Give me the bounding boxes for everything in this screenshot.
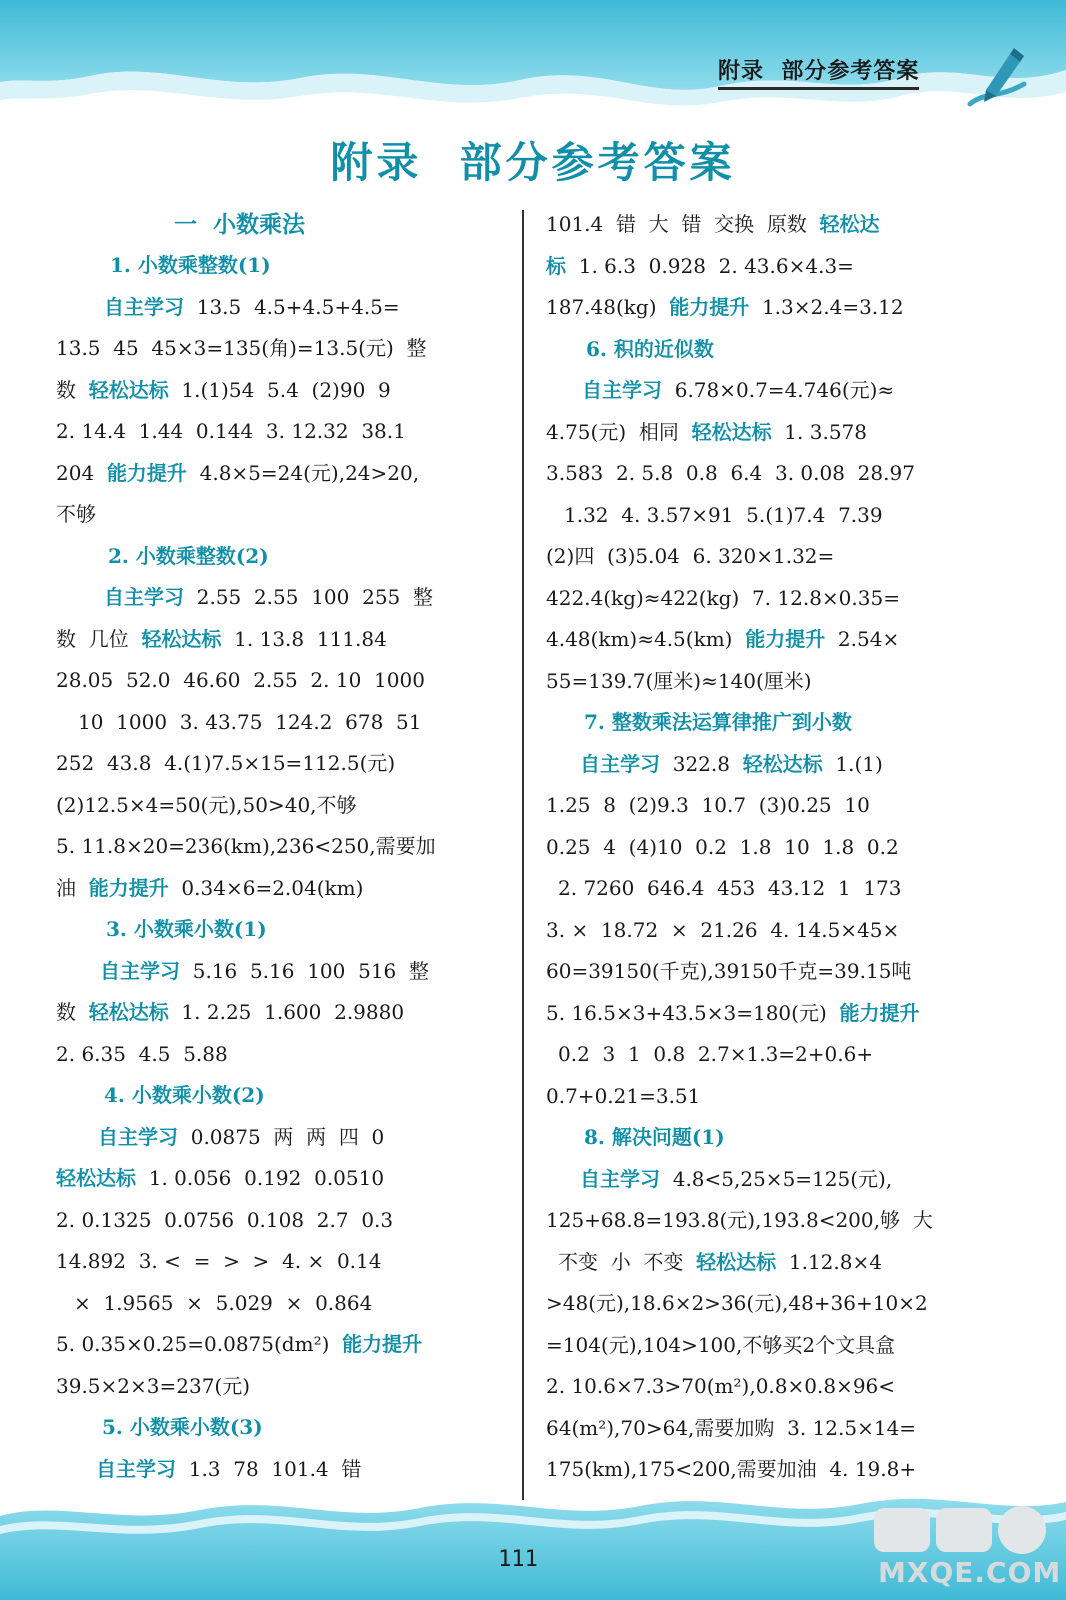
answer-text: 1.25 8 (2)9.3 10.7 (3)0.25 10 bbox=[546, 793, 870, 817]
section-heading: 3. 小数乘小数(1) bbox=[106, 917, 267, 941]
answer-line bbox=[546, 661, 986, 703]
answer-line bbox=[546, 785, 986, 827]
answer-line bbox=[56, 951, 496, 993]
answer-line bbox=[546, 1034, 986, 1076]
answer-text: 0.0875 两 两 四 0 bbox=[178, 1124, 385, 1149]
answer-line bbox=[546, 453, 986, 495]
answer-line bbox=[546, 495, 986, 537]
answer-text: 不变 小 不变 bbox=[558, 1249, 697, 1274]
keyword-label: 轻松达标 bbox=[141, 626, 222, 651]
answer-line bbox=[546, 536, 986, 578]
answer-line bbox=[546, 1076, 986, 1118]
answer-text: 1.(1) bbox=[822, 751, 883, 776]
answer-text: 5. 16.5×3+43.5×3=180(元) bbox=[546, 1000, 840, 1025]
answer-text: 数 bbox=[56, 1000, 89, 1024]
answer-line bbox=[546, 287, 986, 329]
answer-text: 2. 10.6×7.3>70(m²),0.8×0.8×96< bbox=[546, 1374, 896, 1398]
answer-text: 2.54× bbox=[825, 627, 900, 651]
answer-text: 2. 7260 646.4 453 43.12 1 173 bbox=[558, 876, 902, 900]
keyword-label: 自主学习 bbox=[98, 1124, 178, 1149]
answer-text: 14.892 3. < = > > 4. × 0.14 bbox=[56, 1249, 382, 1273]
answer-text: 252 43.8 4.(1)7.5×15=112.5(元) bbox=[56, 751, 396, 775]
answer-line bbox=[546, 1325, 986, 1367]
keyword-label: 标 bbox=[546, 253, 566, 278]
answer-text: 4.8<5,25×5=125(元), bbox=[660, 1166, 893, 1191]
answer-text: 0.25 4 (4)10 0.2 1.8 10 1.8 0.2 bbox=[546, 834, 899, 859]
answer-line bbox=[56, 577, 496, 619]
answer-line bbox=[56, 1449, 496, 1491]
answer-line bbox=[56, 1117, 496, 1159]
answer-text: 2. 14.4 1.44 0.144 3. 12.32 38.1 bbox=[56, 419, 406, 443]
answer-text: 5. 11.8×20=236(km),236<250,需要加 bbox=[56, 834, 436, 858]
keyword-label: 轻松达标 bbox=[691, 419, 772, 444]
keyword-label: 自主学习 bbox=[582, 378, 662, 402]
chapter-heading: 一 小数乘法 bbox=[174, 211, 306, 238]
answer-text: 204 bbox=[56, 460, 107, 485]
answer-line bbox=[546, 1366, 986, 1408]
keyword-label: 轻松达标 bbox=[88, 377, 169, 402]
answer-text: 数 bbox=[56, 377, 89, 402]
answer-text: (2)12.5×4=50(元),50>40,不够 bbox=[56, 792, 357, 817]
answer-text: 1.(1)54 5.4 (2)90 9 bbox=[168, 377, 391, 402]
answer-line bbox=[546, 412, 986, 454]
answer-text: 不够 bbox=[56, 502, 96, 526]
answer-text: 3.583 2. 5.8 0.8 6.4 3. 0.08 28.97 bbox=[546, 461, 915, 485]
keyword-label: 能力提升 bbox=[745, 627, 826, 651]
answer-text: 4.48(km)≈4.5(km) bbox=[546, 627, 746, 651]
answer-text: 1. 0.056 0.192 0.0510 bbox=[136, 1166, 385, 1190]
answer-text: 2.55 2.55 100 255 整 bbox=[184, 585, 433, 609]
answer-line bbox=[56, 1034, 496, 1076]
answer-text: 39.5×2×3=237(元) bbox=[56, 1373, 251, 1398]
answer-line bbox=[56, 785, 496, 827]
answer-text: 4.8×5=24(元),24>20, bbox=[186, 460, 420, 485]
answer-line bbox=[546, 1200, 986, 1242]
section-heading: 4. 小数乘小数(2) bbox=[104, 1083, 265, 1107]
keyword-label: 轻松达标 bbox=[56, 1166, 136, 1190]
answer-line bbox=[56, 992, 496, 1034]
answer-line bbox=[56, 1324, 496, 1366]
keyword-label: 能力提升 bbox=[342, 1332, 423, 1356]
answer-line bbox=[546, 1242, 986, 1284]
answer-line bbox=[56, 1158, 496, 1200]
section-heading: 6. 积的近似数 bbox=[586, 336, 714, 361]
answer-line bbox=[56, 287, 496, 329]
answer-text: 60=39150(千克),39150千克=39.15吨 bbox=[546, 959, 912, 983]
watermark-text: MXQE.COM bbox=[878, 1556, 1062, 1589]
answer-line bbox=[546, 827, 986, 869]
answer-text: 1.12.8×4 bbox=[776, 1249, 882, 1274]
answer-line bbox=[56, 1241, 496, 1283]
answer-line bbox=[56, 826, 496, 868]
keyword-label: 轻松达标 bbox=[696, 1249, 777, 1274]
answer-text: (2)四 (3)5.04 6. 320×1.32= bbox=[546, 544, 835, 568]
answer-line bbox=[56, 743, 496, 785]
answer-text: 4.75(元) 相同 bbox=[546, 419, 692, 444]
keyword-label: 自主学习 bbox=[580, 751, 660, 776]
answer-text: 322.8 bbox=[660, 751, 743, 776]
keyword-label: 能力提升 bbox=[88, 875, 169, 900]
answer-text: 13.5 4.5+4.5+4.5= bbox=[184, 294, 400, 319]
answer-line bbox=[56, 1283, 496, 1325]
answer-line bbox=[546, 370, 986, 412]
keyword-label: 自主学习 bbox=[104, 585, 184, 609]
answer-text: 6.78×0.7=4.746(元)≈ bbox=[662, 378, 895, 402]
pen-icon bbox=[966, 44, 1030, 112]
answer-text: 175(km),175<200,需要加油 4. 19.8+ bbox=[546, 1457, 917, 1481]
answer-text: 187.48(kg) bbox=[546, 295, 670, 319]
answer-line bbox=[546, 619, 986, 661]
answer-text: 5. 0.35×0.25=0.0875(dm²) bbox=[56, 1332, 343, 1356]
answer-text: 1.3 78 101.4 错 bbox=[176, 1456, 362, 1481]
answer-text: =104(元),104>100,不够买2个文具盒 bbox=[546, 1332, 896, 1357]
answer-text: 0.2 3 1 0.8 2.7×1.3=2+0.6+ bbox=[558, 1042, 874, 1066]
answer-text: 0.7+0.21=3.51 bbox=[546, 1083, 701, 1108]
section-heading: 8. 解决问题(1) bbox=[584, 1125, 725, 1149]
answer-text: × 1.9565 × 5.029 × 0.864 bbox=[74, 1290, 373, 1315]
answer-text: 1. 13.8 111.84 bbox=[221, 626, 387, 651]
answer-text: >48(元),18.6×2>36(元),48+36+10×2 bbox=[546, 1291, 928, 1315]
answer-text: 1. 2.25 1.600 2.9880 bbox=[168, 1000, 405, 1024]
answer-text: 1.3×2.4=3.12 bbox=[749, 295, 904, 319]
answer-line bbox=[546, 951, 986, 993]
answer-line bbox=[546, 910, 986, 952]
answer-line bbox=[56, 868, 496, 910]
left-column bbox=[56, 204, 496, 1490]
keyword-label: 轻松达标 bbox=[88, 1000, 169, 1024]
answer-line bbox=[546, 1283, 986, 1325]
keyword-label: 能力提升 bbox=[106, 460, 187, 485]
answer-line bbox=[546, 246, 986, 288]
answer-line bbox=[56, 328, 496, 370]
answer-text: 1. 3.578 bbox=[771, 419, 867, 444]
answer-line bbox=[56, 411, 496, 453]
keyword-label: 能力提升 bbox=[669, 295, 750, 319]
right-column bbox=[546, 204, 986, 1491]
answer-line bbox=[546, 204, 986, 246]
keyword-label: 自主学习 bbox=[96, 1456, 176, 1481]
answer-text: 数 几位 bbox=[56, 626, 142, 651]
keyword-label: 自主学习 bbox=[104, 294, 184, 319]
answer-text: 28.05 52.0 46.60 2.55 2. 10 1000 bbox=[56, 668, 425, 692]
answer-text: 422.4(kg)≈422(kg) 7. 12.8×0.35= bbox=[546, 585, 900, 610]
page-number: 111 bbox=[498, 1547, 538, 1572]
answer-text: 2. 6.35 4.5 5.88 bbox=[56, 1041, 228, 1066]
answer-line bbox=[546, 1408, 986, 1450]
answer-text: 2. 0.1325 0.0756 0.108 2.7 0.3 bbox=[56, 1207, 394, 1232]
answer-text: 55=139.7(厘米)≈140(厘米) bbox=[546, 668, 812, 693]
answer-line bbox=[546, 993, 986, 1035]
answer-text: 13.5 45 45×3=135(角)=13.5(元) 整 bbox=[56, 336, 427, 360]
page-title: 附录 部分参考答案 bbox=[330, 138, 736, 187]
answer-line bbox=[546, 1449, 986, 1491]
column-divider bbox=[522, 210, 524, 1500]
section-heading: 2. 小数乘整数(2) bbox=[108, 543, 269, 568]
answer-line bbox=[56, 702, 496, 744]
answer-text: 油 bbox=[56, 875, 89, 900]
answer-line bbox=[546, 744, 986, 786]
answer-line bbox=[56, 1366, 496, 1408]
keyword-label: 轻松达标 bbox=[742, 751, 823, 776]
answer-line bbox=[56, 370, 496, 412]
answer-line bbox=[56, 1200, 496, 1242]
answer-text: 3. × 18.72 × 21.26 4. 14.5×45× bbox=[546, 917, 900, 942]
answer-text: 64(m²),70>64,需要加购 3. 12.5×14= bbox=[546, 1415, 917, 1440]
answer-text: 1.32 4. 3.57×91 5.(1)7.4 7.39 bbox=[564, 502, 883, 527]
answer-text: 5.16 5.16 100 516 整 bbox=[180, 958, 429, 983]
answer-line bbox=[56, 660, 496, 702]
answer-text: 1. 6.3 0.928 2. 43.6×4.3= bbox=[566, 253, 854, 278]
answer-text: 125+68.8=193.8(元),193.8<200,够 大 bbox=[546, 1208, 933, 1232]
answer-text: 10 1000 3. 43.75 124.2 678 51 bbox=[78, 709, 422, 734]
section-heading: 5. 小数乘小数(3) bbox=[102, 1415, 263, 1439]
keyword-label: 轻松达 bbox=[819, 212, 880, 236]
section-heading: 1. 小数乘整数(1) bbox=[110, 253, 271, 277]
section-heading: 7. 整数乘法运算律推广到小数 bbox=[584, 710, 852, 734]
running-header: 附录 部分参考答案 bbox=[718, 54, 919, 90]
answer-line bbox=[56, 453, 496, 495]
keyword-label: 自主学习 bbox=[580, 1166, 660, 1191]
answer-line bbox=[546, 868, 986, 910]
answer-text: 0.34×6=2.04(km) bbox=[168, 875, 364, 900]
answer-line bbox=[56, 619, 496, 661]
answer-line bbox=[56, 494, 496, 536]
keyword-label: 能力提升 bbox=[839, 1000, 920, 1025]
keyword-label: 自主学习 bbox=[100, 958, 180, 983]
answer-text: 101.4 错 大 错 交换 原数 bbox=[546, 212, 820, 236]
answer-line bbox=[546, 1159, 986, 1201]
answer-line bbox=[546, 578, 986, 620]
